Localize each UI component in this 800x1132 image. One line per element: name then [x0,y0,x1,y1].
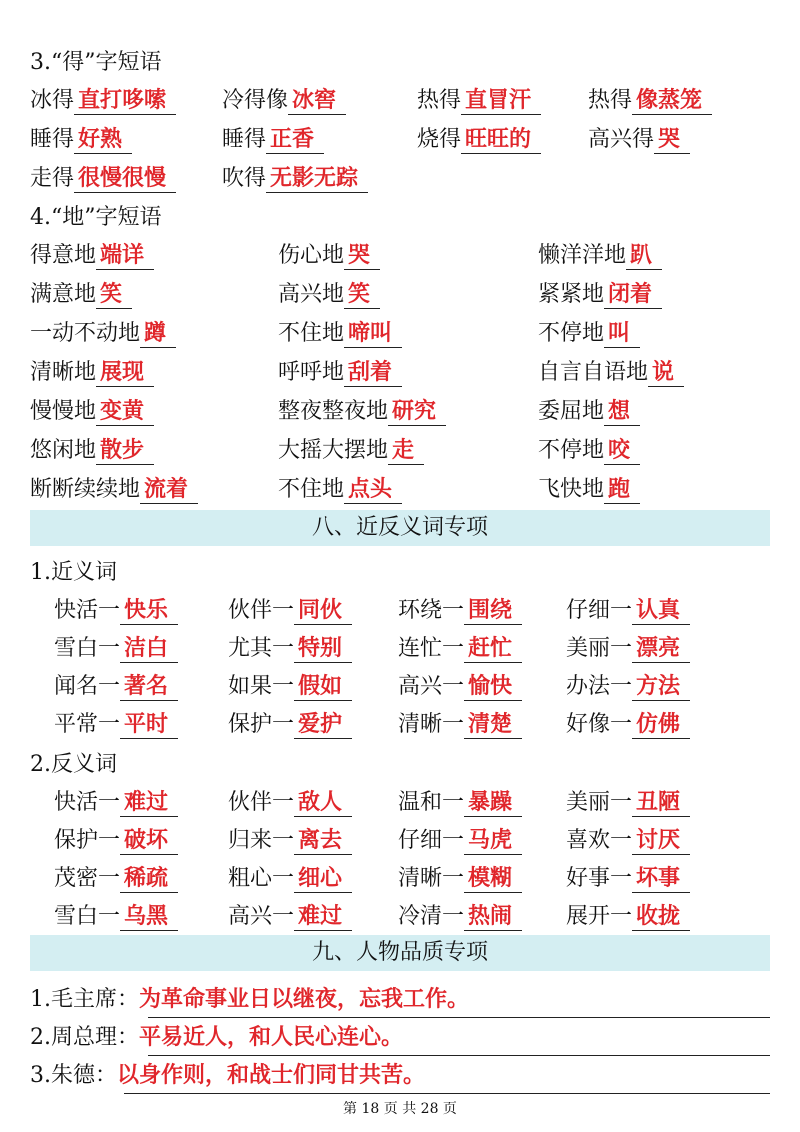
word-pair [566,864,690,894]
word-pair [398,710,522,740]
answer-underline [148,1017,770,1018]
quality-answer: 为革命事业日以继夜，忘我工作。 [139,986,470,1012]
phrase-item [278,319,402,349]
word-pair [228,710,352,740]
phrase-item [278,241,380,271]
word-pair [398,826,522,856]
phrase-answer: 流着 [140,475,198,504]
phrase-item [538,397,640,427]
word-label: 高兴一 [228,904,295,929]
phrase-item [588,86,712,116]
phrase-row [0,86,800,116]
word-pair [398,672,522,702]
word-answer: 爱护 [294,710,352,739]
word-answer: 快乐 [120,596,178,625]
quality-row [30,984,770,1018]
phrase-answer: 点头 [344,475,402,504]
phrase-answer: 走 [388,436,424,465]
phrase-label: 高兴地 [278,282,345,307]
word-label: 雪白一 [54,904,121,929]
phrase-label: 大摇大摆地 [278,438,389,463]
word-answer: 漂亮 [632,634,690,663]
word-label: 快活一 [54,790,121,815]
word-answer: 清楚 [464,710,522,739]
phrase-answer: 端详 [96,241,154,270]
word-pair [398,788,522,818]
word-pair [566,634,690,664]
phrase-item [278,358,402,388]
section-band-9: 九、人物品质专项 [30,935,770,971]
phrase-label: 睡得 [222,127,267,152]
word-answer: 破坏 [120,826,178,855]
phrase-item [30,475,198,505]
word-pair [398,864,522,894]
word-label: 冷清一 [398,904,465,929]
word-pair-row [0,710,800,740]
word-answer: 洁白 [120,634,178,663]
word-label: 如果一 [228,674,295,699]
phrase-row [0,436,800,466]
phrase-label: 冷得像 [222,88,289,113]
heading-antonyms: 2.反义词 [30,752,117,777]
phrase-row [0,319,800,349]
phrase-label: 走得 [30,166,75,191]
word-pair-row [0,826,800,856]
word-pair [228,634,352,664]
word-pair-row [0,788,800,818]
word-label: 清晰一 [398,712,465,737]
quality-label: 3.朱德： [30,1063,117,1088]
word-answer: 假如 [294,672,352,701]
word-answer: 认真 [632,596,690,625]
word-label: 雪白一 [54,636,121,661]
word-pair-row [0,902,800,932]
phrase-answer: 像蒸笼 [632,86,712,115]
word-answer: 暴躁 [464,788,522,817]
phrase-label: 冰得 [30,88,75,113]
word-label: 喜欢一 [566,828,633,853]
word-pair [54,826,178,856]
word-pair-row [0,596,800,626]
word-label: 伙伴一 [228,598,295,623]
word-pair [228,864,352,894]
phrase-item [538,280,662,310]
phrase-item [538,241,662,271]
word-label: 尤其一 [228,636,295,661]
phrase-answer: 好熟 [74,125,132,154]
word-label: 伙伴一 [228,790,295,815]
word-label: 高兴一 [398,674,465,699]
word-answer: 仿佛 [632,710,690,739]
phrase-row [0,280,800,310]
word-label: 仔细一 [566,598,633,623]
quality-row [30,1060,770,1094]
phrase-answer: 啼叫 [344,319,402,348]
word-answer: 赶忙 [464,634,522,663]
word-answer: 方法 [632,672,690,701]
phrase-row [0,241,800,271]
phrase-answer: 散步 [96,436,154,465]
phrase-row [0,358,800,388]
section-band-8: 八、近反义词专项 [30,510,770,546]
phrase-item [222,86,346,116]
word-answer: 难过 [294,902,352,931]
phrase-item [538,436,640,466]
phrase-item [538,319,640,349]
word-label: 保护一 [228,712,295,737]
word-label: 粗心一 [228,866,295,891]
phrase-label: 懒洋洋地 [538,243,627,268]
phrase-item [588,125,690,155]
word-label: 平常一 [54,712,121,737]
word-label: 美丽一 [566,636,633,661]
quality-answer: 平易近人，和人民心连心。 [139,1024,404,1050]
phrase-answer: 笑 [96,280,132,309]
phrase-item [30,241,154,271]
word-answer: 丑陋 [632,788,690,817]
word-label: 环绕一 [398,598,465,623]
phrase-label: 委屈地 [538,399,605,424]
phrase-answer: 闭着 [604,280,662,309]
word-answer: 马虎 [464,826,522,855]
phrase-item [30,125,132,155]
page-number: 第 18 页 共 28 页 [343,1101,457,1117]
phrase-label: 断断续续地 [30,477,141,502]
phrase-label: 得意地 [30,243,97,268]
phrase-answer: 趴 [626,241,662,270]
phrase-item [30,358,154,388]
word-pair [54,902,178,932]
word-answer: 收拢 [632,902,690,931]
word-pair [54,788,178,818]
word-pair [54,710,178,740]
word-answer: 稀疏 [120,864,178,893]
phrase-item [278,397,446,427]
word-label: 美丽一 [566,790,633,815]
phrase-label: 烧得 [417,127,462,152]
phrase-label: 自言自语地 [538,360,649,385]
word-answer: 难过 [120,788,178,817]
word-label: 仔细一 [398,828,465,853]
word-label: 清晰一 [398,866,465,891]
word-pair [398,596,522,626]
phrase-item [30,319,176,349]
word-pair [54,864,178,894]
word-answer: 同伙 [294,596,352,625]
word-pair-row [0,672,800,702]
word-pair [566,788,690,818]
phrase-row [0,164,800,194]
word-answer: 乌黑 [120,902,178,931]
word-pair [566,672,690,702]
heading-sec3: 3.“得”字短语 [30,50,162,75]
word-pair-row [0,864,800,894]
word-pair [566,902,690,932]
phrase-label: 悠闲地 [30,438,97,463]
phrase-row [0,475,800,505]
phrase-answer: 叫 [604,319,640,348]
word-answer: 敌人 [294,788,352,817]
word-pair [228,826,352,856]
word-label: 连忙一 [398,636,465,661]
word-answer: 离去 [294,826,352,855]
phrase-item [30,280,132,310]
phrase-item [417,125,541,155]
word-answer: 讨厌 [632,826,690,855]
phrase-item [278,475,402,505]
phrase-label: 不停地 [538,438,605,463]
word-pair [566,826,690,856]
phrase-answer: 哭 [344,241,380,270]
phrase-answer: 想 [604,397,640,426]
phrase-item [30,164,176,194]
word-answer: 围绕 [464,596,522,625]
word-pair [228,788,352,818]
phrase-answer: 哭 [654,125,690,154]
phrase-row [0,397,800,427]
phrase-item [222,125,324,155]
word-pair [566,596,690,626]
word-answer: 坏事 [632,864,690,893]
word-answer: 细心 [294,864,352,893]
phrase-answer: 冰窖 [288,86,346,115]
phrase-label: 不住地 [278,321,345,346]
word-answer: 模糊 [464,864,522,893]
phrase-answer: 刮着 [344,358,402,387]
word-pair [228,596,352,626]
phrase-row [0,125,800,155]
word-label: 办法一 [566,674,633,699]
phrase-label: 热得 [588,88,633,113]
phrase-answer: 正香 [266,125,324,154]
word-answer: 特别 [294,634,352,663]
word-pair [398,634,522,664]
phrase-item [30,397,154,427]
phrase-label: 呼呼地 [278,360,345,385]
phrase-item [30,86,176,116]
phrase-item [417,86,541,116]
phrase-answer: 研究 [388,397,446,426]
phrase-label: 满意地 [30,282,97,307]
phrase-label: 慢慢地 [30,399,97,424]
word-label: 快活一 [54,598,121,623]
phrase-answer: 变黄 [96,397,154,426]
word-pair [228,902,352,932]
phrase-label: 睡得 [30,127,75,152]
phrase-label: 不停地 [538,321,605,346]
word-label: 温和一 [398,790,465,815]
phrase-label: 高兴得 [588,127,655,152]
answer-underline [124,1093,770,1094]
quality-label: 2.周总理： [30,1025,139,1050]
word-pair [228,672,352,702]
word-label: 茂密一 [54,866,121,891]
phrase-answer: 无影无踪 [266,164,368,193]
word-label: 好像一 [566,712,633,737]
phrase-item [538,475,640,505]
phrase-answer: 很慢很慢 [74,164,176,193]
word-pair [566,710,690,740]
word-pair [398,902,522,932]
phrase-label: 热得 [417,88,462,113]
phrase-answer: 咬 [604,436,640,465]
word-label: 保护一 [54,828,121,853]
word-pair-row [0,634,800,664]
phrase-label: 伤心地 [278,243,345,268]
phrase-answer: 直打哆嗦 [74,86,176,115]
word-pair [54,596,178,626]
word-answer: 著名 [120,672,178,701]
phrase-item [538,358,684,388]
phrase-label: 紧紧地 [538,282,605,307]
phrase-answer: 直冒汗 [461,86,541,115]
phrase-answer: 旺旺的 [461,125,541,154]
word-pair [54,672,178,702]
phrase-answer: 说 [648,358,684,387]
phrase-label: 飞快地 [538,477,605,502]
heading-sec4: 4.“地”字短语 [30,205,162,230]
quality-label: 1.毛主席： [30,987,139,1012]
word-answer: 愉快 [464,672,522,701]
phrase-label: 清晰地 [30,360,97,385]
word-label: 闻名一 [54,674,121,699]
word-label: 归来一 [228,828,295,853]
phrase-item [278,436,424,466]
answer-underline [148,1055,770,1056]
quality-row [30,1022,770,1056]
phrase-label: 不住地 [278,477,345,502]
phrase-answer: 蹲 [140,319,176,348]
phrase-answer: 展现 [96,358,154,387]
quality-answer: 以身作则，和战士们同甘共苦。 [117,1062,426,1088]
word-pair [54,634,178,664]
word-answer: 热闹 [464,902,522,931]
phrase-item [278,280,380,310]
phrase-label: 吹得 [222,166,267,191]
word-answer: 平时 [120,710,178,739]
word-label: 展开一 [566,904,633,929]
word-label: 好事一 [566,866,633,891]
phrase-answer: 笑 [344,280,380,309]
phrase-item [222,164,368,194]
phrase-item [30,436,154,466]
heading-synonyms: 1.近义词 [30,560,117,585]
phrase-label: 一动不动地 [30,321,141,346]
phrase-answer: 跑 [604,475,640,504]
phrase-label: 整夜整夜地 [278,399,389,424]
